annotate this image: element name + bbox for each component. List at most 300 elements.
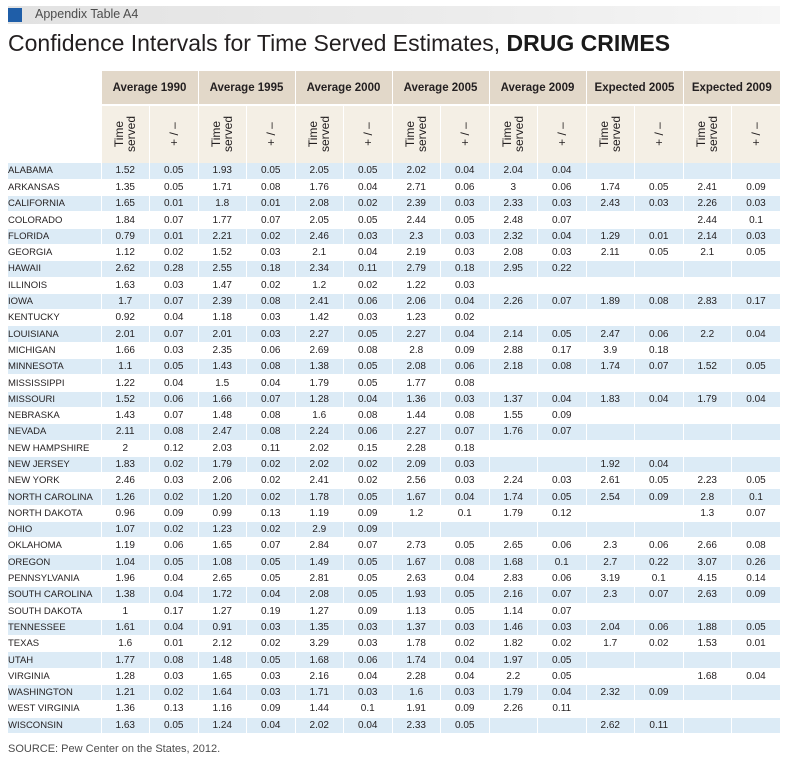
ci-value: 0.02 [247,456,296,472]
time-served-value: 1.52 [683,359,732,375]
time-served-value: 1.43 [101,407,150,423]
time-served-header [683,105,732,163]
header-blank [8,105,101,163]
time-served-value: 2.32 [489,228,538,244]
time-served-value: 2.63 [683,587,732,603]
state-name: CALIFORNIA [8,196,101,212]
time-served-value: 1.23 [392,310,441,326]
ci-value [441,522,490,538]
time-served-value: 3.29 [295,636,344,652]
ci-value: 0.07 [344,538,393,554]
blue-square-icon [8,8,22,22]
state-name: FLORIDA [8,228,101,244]
ci-value: 0.1 [732,212,781,228]
state-name: MISSOURI [8,391,101,407]
time-served-value: 2.65 [489,538,538,554]
time-served-value [683,424,732,440]
ci-header [441,105,490,163]
ci-value: 0.02 [344,196,393,212]
time-served-value: 2.18 [489,359,538,375]
time-served-value: 1.91 [392,701,441,717]
time-served-value: 1.97 [489,652,538,668]
ci-value: 0.14 [732,570,781,586]
ci-value: 0.02 [538,636,587,652]
time-served-value [683,342,732,358]
ci-value: 0.02 [150,456,199,472]
column-group-header: Average 2009 [489,71,586,105]
ci-value: 0.18 [441,440,490,456]
time-served-value [683,440,732,456]
time-served-value [683,701,732,717]
state-name: NORTH CAROLINA [8,489,101,505]
time-served-value: 2.35 [198,342,247,358]
state-name: WISCONSIN [8,717,101,733]
time-served-header [586,105,635,163]
ci-value: 0.11 [635,717,684,733]
ci-value: 0.13 [150,701,199,717]
time-served-value [683,407,732,423]
time-served-value: 1.67 [392,489,441,505]
ci-value: 0.05 [441,717,490,733]
time-served-value [683,522,732,538]
ci-value: 0.01 [247,196,296,212]
ci-value: 0.12 [150,440,199,456]
table-row [8,261,780,277]
ci-value: 0.08 [441,375,490,391]
state-name: MICHIGAN [8,342,101,358]
ci-value [635,277,684,293]
table-row [8,636,780,652]
time-served-value [586,407,635,423]
table-row [8,310,780,326]
appendix-label: Appendix Table A4 [35,7,139,21]
state-name: NEW YORK [8,473,101,489]
time-served-value: 2.3 [586,587,635,603]
time-served-value: 2.2 [489,668,538,684]
ci-value: 0.08 [441,554,490,570]
time-served-value: 1.5 [198,375,247,391]
ci-value: 0.03 [635,196,684,212]
ci-value: 0.06 [247,342,296,358]
ci-value: 0.07 [150,293,199,309]
ci-value: 0.05 [441,538,490,554]
table-row [8,293,780,309]
time-served-value: 1.27 [198,603,247,619]
ci-label: + / – [651,122,666,146]
ci-value [635,261,684,277]
ci-value: 0.06 [538,570,587,586]
time-served-value: 2.05 [295,212,344,228]
table-row [8,570,780,586]
time-served-value [683,652,732,668]
time-served-value: 2.3 [392,228,441,244]
time-served-value: 1.08 [198,554,247,570]
time-served-value: 1.65 [198,538,247,554]
time-served-value: 1.79 [198,456,247,472]
time-served-value: 1.48 [198,407,247,423]
time-served-value: 1.16 [198,701,247,717]
time-served-value [586,505,635,521]
table-row [8,391,780,407]
time-served-value: 4.15 [683,570,732,586]
state-name: TENNESSEE [8,619,101,635]
time-served-value: 2.41 [683,179,732,195]
time-served-label [598,116,622,152]
ci-header [635,105,684,163]
time-served-value: 2.48 [489,212,538,228]
ci-value: 0.03 [150,668,199,684]
time-served-value: 1.28 [101,668,150,684]
ci-value: 0.07 [150,407,199,423]
time-served-value: 1.35 [295,619,344,635]
table-row [8,244,780,260]
time-served-value: 2.73 [392,538,441,554]
ci-value: 0.02 [344,473,393,489]
time-served-value: 1.37 [392,619,441,635]
time-served-label [210,116,234,152]
ci-value: 0.02 [247,228,296,244]
ci-value: 0.05 [538,668,587,684]
ci-value: 0.07 [150,326,199,342]
time-served-value: 1.48 [198,652,247,668]
time-served-value: 1.14 [489,603,538,619]
ci-value: 0.05 [635,244,684,260]
ci-value [732,424,781,440]
time-served-value [586,522,635,538]
time-served-value: 2.34 [295,261,344,277]
ci-value: 0.04 [538,163,587,179]
time-served-value: 2.16 [489,587,538,603]
ci-value: 0.04 [247,717,296,733]
table-row [8,489,780,505]
ci-value: 0.01 [732,636,781,652]
ci-value [732,701,781,717]
time-served-value: 2.08 [295,196,344,212]
ci-value: 0.08 [344,342,393,358]
time-served-value: 2.95 [489,261,538,277]
ci-value: 0.05 [344,163,393,179]
time-served-value: 1.6 [101,636,150,652]
time-served-value [489,440,538,456]
ci-value: 0.05 [150,717,199,733]
time-served-value: 2.01 [198,326,247,342]
ci-value: 0.03 [441,228,490,244]
ci-value [635,505,684,521]
table-row [8,196,780,212]
ci-value [732,456,781,472]
state-name: NORTH DAKOTA [8,505,101,521]
time-served-value: 2.55 [198,261,247,277]
ci-value [635,163,684,179]
time-served-value: 1.22 [101,375,150,391]
time-served-value: 1.96 [101,570,150,586]
time-served-value: 0.79 [101,228,150,244]
time-served-value: 2.41 [295,293,344,309]
time-served-value: 2.06 [392,293,441,309]
ci-value [538,277,587,293]
time-served-value [683,261,732,277]
time-served-value [683,277,732,293]
ci-label: + / – [166,122,181,146]
ci-value [635,603,684,619]
time-served-value: 2.26 [489,293,538,309]
ci-value: 0.13 [247,505,296,521]
ci-value: 0.06 [538,538,587,554]
ci-value: 0.07 [441,424,490,440]
ci-value: 0.06 [150,391,199,407]
time-served-value: 2.27 [295,326,344,342]
ci-value: 0.03 [344,636,393,652]
ci-value: 0.08 [247,179,296,195]
ci-value: 0.04 [732,326,781,342]
ci-header [538,105,587,163]
ci-value: 0.03 [538,244,587,260]
time-served-value: 2.8 [683,489,732,505]
state-name: ILLINOIS [8,277,101,293]
table-row [8,473,780,489]
time-served-value: 1.63 [101,717,150,733]
state-name: TEXAS [8,636,101,652]
ci-value: 0.04 [441,652,490,668]
state-name: SOUTH CAROLINA [8,587,101,603]
ci-label: + / – [457,122,472,146]
time-served-value: 2.47 [586,326,635,342]
ci-value: 0.09 [150,505,199,521]
ci-value: 0.22 [538,261,587,277]
time-served-value: 1.93 [198,163,247,179]
time-served-value: 1.52 [101,391,150,407]
ci-value: 0.04 [150,570,199,586]
column-group-header: Average 2005 [392,71,489,105]
time-served-value: 1.8 [198,196,247,212]
time-served-value: 2.11 [101,424,150,440]
ci-value: 0.04 [441,163,490,179]
table-row [8,228,780,244]
state-name: MISSISSIPPI [8,375,101,391]
time-served-value: 1.29 [586,228,635,244]
ci-value [732,163,781,179]
time-served-line2: served [221,115,236,153]
ci-value: 0.04 [344,717,393,733]
state-name: WASHINGTON [8,685,101,701]
ci-value: 0.05 [247,554,296,570]
time-served-value: 2.44 [683,212,732,228]
time-served-value: 2.01 [101,326,150,342]
time-served-value: 2.3 [586,538,635,554]
ci-value: 0.18 [635,342,684,358]
ci-value: 0.19 [247,603,296,619]
ci-value: 0.08 [344,407,393,423]
time-served-value: 2.9 [295,522,344,538]
time-served-value: 1.74 [489,489,538,505]
ci-value: 0.08 [247,407,296,423]
time-served-line2: served [609,115,624,153]
time-served-value: 2.1 [683,244,732,260]
time-served-value: 2.43 [586,196,635,212]
ci-value [635,310,684,326]
ci-value: 0.03 [247,685,296,701]
ci-value: 0.06 [344,652,393,668]
time-served-value [683,375,732,391]
ci-value [635,668,684,684]
ci-value: 0.05 [538,489,587,505]
ci-value: 0.05 [150,179,199,195]
ci-value: 0.03 [247,619,296,635]
time-served-value: 2.56 [392,473,441,489]
time-served-value [489,310,538,326]
ci-value: 0.04 [441,489,490,505]
time-served-value: 2.46 [101,473,150,489]
time-served-value: 3.9 [586,342,635,358]
time-served-value: 2.04 [489,163,538,179]
time-served-value: 1.66 [198,391,247,407]
time-served-value: 2.28 [392,440,441,456]
ci-value: 0.06 [150,538,199,554]
state-name: PENNSYLVANIA [8,570,101,586]
ci-value: 0.05 [538,652,587,668]
ci-value: 0.09 [344,603,393,619]
ci-value: 0.04 [441,668,490,684]
ci-value: 0.08 [247,424,296,440]
ci-value: 0.04 [732,391,781,407]
time-served-value: 0.99 [198,505,247,521]
time-served-value: 2.24 [489,473,538,489]
state-name: NEBRASKA [8,407,101,423]
ci-value [732,375,781,391]
ci-value: 0.1 [441,505,490,521]
ci-value: 0.03 [150,473,199,489]
time-served-value: 1.19 [101,538,150,554]
time-served-value: 0.96 [101,505,150,521]
time-served-line1: Time [500,120,515,148]
ci-value: 0.07 [150,212,199,228]
time-served-value: 2.44 [392,212,441,228]
ci-label: + / – [554,122,569,146]
time-served-value: 1.13 [392,603,441,619]
time-served-value: 2.32 [586,685,635,701]
column-group-header: Average 2000 [295,71,392,105]
table-row [8,440,780,456]
time-served-value: 1.42 [295,310,344,326]
table-row [8,685,780,701]
ci-value: 0.03 [441,456,490,472]
table-row [8,342,780,358]
time-served-value [586,440,635,456]
time-served-value: 3.19 [586,570,635,586]
time-served-value: 1.35 [101,179,150,195]
ci-value: 0.04 [247,375,296,391]
time-served-value [489,522,538,538]
time-served-value: 1.61 [101,619,150,635]
time-served-value: 2.28 [392,668,441,684]
time-served-value [489,456,538,472]
time-served-value: 2.27 [392,326,441,342]
ci-label: + / – [360,122,375,146]
ci-value [635,375,684,391]
table-row [8,717,780,733]
ci-value: 0.08 [247,359,296,375]
ci-value: 0.07 [247,212,296,228]
time-served-value [683,163,732,179]
time-served-value: 2.27 [392,424,441,440]
time-served-line2: served [706,115,721,153]
time-served-value: 2.06 [198,473,247,489]
ci-value [732,407,781,423]
ci-value: 0.09 [732,179,781,195]
time-served-value: 2.62 [101,261,150,277]
ci-value: 0.05 [150,554,199,570]
time-served-value: 2.03 [198,440,247,456]
ci-value: 0.03 [538,473,587,489]
time-served-value: 2.84 [295,538,344,554]
time-served-value: 2.33 [392,717,441,733]
time-served-value [586,163,635,179]
sub-header-row [8,105,780,163]
ci-value: 0.04 [441,326,490,342]
state-name: SOUTH DAKOTA [8,603,101,619]
ci-value: 0.05 [732,244,781,260]
ci-value: 0.26 [732,554,781,570]
time-served-label [501,116,525,152]
ci-value [732,522,781,538]
state-name: NEW HAMPSHIRE [8,440,101,456]
time-served-header [392,105,441,163]
state-name: KENTUCKY [8,310,101,326]
ci-value: 0.03 [441,244,490,260]
ci-value: 0.11 [344,261,393,277]
ci-value: 0.05 [732,359,781,375]
time-served-value [586,603,635,619]
ci-value: 0.03 [441,473,490,489]
table-row [8,505,780,521]
ci-value [538,456,587,472]
table-row [8,407,780,423]
table-row [8,603,780,619]
time-served-value: 1.74 [586,359,635,375]
time-served-value: 2.26 [683,196,732,212]
ci-value: 0.06 [441,359,490,375]
time-served-header [101,105,150,163]
ci-value: 0.03 [150,342,199,358]
table-row [8,163,780,179]
ci-value: 0.18 [247,261,296,277]
time-served-value [683,603,732,619]
source-note: SOURCE: Pew Center on the States, 2012. [8,743,221,755]
time-served-value: 1.77 [101,652,150,668]
time-served-value: 2.81 [295,570,344,586]
time-served-value: 1.36 [101,701,150,717]
ci-value: 0.05 [344,212,393,228]
time-served-value: 1.7 [101,293,150,309]
ci-header [150,105,199,163]
time-served-label [307,116,331,152]
time-served-value: 1.55 [489,407,538,423]
time-served-value: 1.67 [392,554,441,570]
time-served-value: 2.41 [295,473,344,489]
ci-value: 0.04 [538,228,587,244]
time-served-value: 2.16 [295,668,344,684]
time-served-value: 1.36 [392,391,441,407]
time-served-value: 2.88 [489,342,538,358]
time-served-value: 1.44 [392,407,441,423]
ci-value: 0.05 [344,489,393,505]
time-served-value: 1.77 [392,375,441,391]
ci-value: 0.1 [732,489,781,505]
ci-value: 0.06 [635,538,684,554]
ci-value: 0.03 [247,326,296,342]
ci-value: 0.02 [344,277,393,293]
table-row [8,522,780,538]
